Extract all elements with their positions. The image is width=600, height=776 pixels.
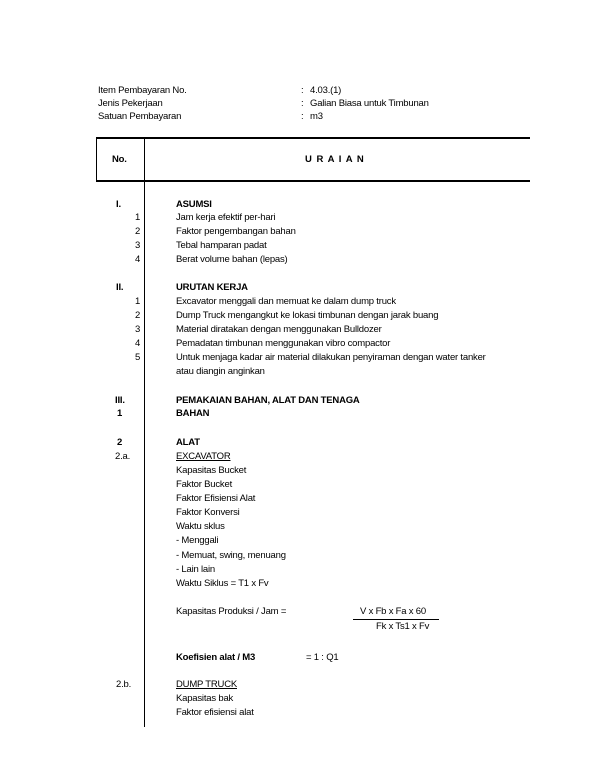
- section-1-title: ASUMSI: [176, 199, 212, 210]
- section-2-title: URUTAN KERJA: [176, 282, 248, 293]
- column-header-no: No.: [112, 154, 127, 165]
- koefisien-label: Koefisien alat / M3: [176, 652, 256, 663]
- excavator-line: Faktor Konversi: [176, 507, 240, 518]
- section-2-number: II.: [116, 282, 124, 293]
- list-item-number: 1: [135, 212, 141, 223]
- excavator-line: Faktor Bucket: [176, 479, 233, 490]
- excavator-line: Faktor Efisiensi Alat: [176, 493, 256, 504]
- list-item-number: 1: [135, 296, 141, 307]
- item-sep: :: [301, 85, 304, 96]
- section-3-number: III.: [115, 395, 125, 406]
- list-item-number: 3: [135, 324, 141, 335]
- formula-denominator: Fk x Ts1 x Fv: [376, 621, 430, 632]
- excavator-number: 2.a.: [115, 451, 131, 462]
- table-left-border: [96, 137, 97, 182]
- excavator-line: - Menggali: [176, 535, 219, 546]
- subsection-1-title: BAHAN: [176, 408, 210, 419]
- excavator-line: - Lain lain: [176, 564, 215, 575]
- table-header-border: [96, 180, 530, 182]
- section-3-title: PEMAKAIAN BAHAN, ALAT DAN TENAGA: [176, 395, 360, 406]
- list-item-number: 5: [135, 352, 141, 363]
- table-column-divider: [144, 137, 145, 727]
- list-item: Jam kerja efektif per-hari: [176, 212, 276, 223]
- list-item-number: 2: [135, 226, 141, 237]
- jenis-value: Galian Biasa untuk Timbunan: [310, 98, 429, 109]
- item-label: Item Pembayaran No.: [98, 85, 187, 96]
- list-item-continuation: atau diangin anginkan: [176, 366, 265, 377]
- dumptruck-line: Kapasitas bak: [176, 693, 234, 704]
- list-item: Berat volume bahan (lepas): [176, 254, 288, 265]
- formula-numerator: V x Fb x Fa x 60: [360, 606, 426, 617]
- list-item: Tebal hamparan padat: [176, 240, 267, 251]
- section-1-number: I.: [116, 199, 121, 210]
- excavator-title: EXCAVATOR: [176, 451, 231, 462]
- excavator-line: Waktu Siklus = T1 x Fv: [176, 578, 269, 589]
- dumptruck-title: DUMP TRUCK: [176, 679, 237, 690]
- list-item: Faktor pengembangan bahan: [176, 226, 296, 237]
- satuan-sep: :: [301, 111, 304, 122]
- list-item: Material diratakan dengan menggunakan Bulldozer: [176, 324, 382, 335]
- dumptruck-number: 2.b.: [116, 679, 132, 690]
- kapasitas-produksi-label: Kapasitas Produksi / Jam =: [176, 606, 287, 617]
- formula-fraction-bar: [353, 619, 439, 620]
- list-item-number: 3: [135, 240, 141, 251]
- table-top-border: [96, 137, 530, 139]
- list-item-number: 4: [135, 338, 141, 349]
- koefisien-value: = 1 : Q1: [306, 652, 339, 663]
- list-item-number: 4: [135, 254, 141, 265]
- excavator-line: Waktu sklus: [176, 521, 225, 532]
- list-item: Pemadatan timbunan menggunakan vibro compactor: [176, 338, 391, 349]
- list-item: Dump Truck mengangkut ke lokasi timbunan dengan jarak buang: [176, 310, 439, 321]
- excavator-line: - Memuat, swing, menuang: [176, 550, 286, 561]
- subsection-2-number: 2: [117, 437, 123, 448]
- satuan-label: Satuan Pembayaran: [98, 111, 182, 122]
- satuan-value: m3: [310, 111, 323, 122]
- subsection-2-title: ALAT: [176, 437, 200, 448]
- list-item-number: 2: [135, 310, 141, 321]
- jenis-label: Jenis Pekerjaan: [98, 98, 163, 109]
- item-value: 4.03.(1): [310, 85, 342, 96]
- jenis-sep: :: [301, 98, 304, 109]
- list-item: Untuk menjaga kadar air material dilakukan penyiraman dengan water tanker: [176, 352, 486, 363]
- dumptruck-line: Faktor efisiensi alat: [176, 707, 254, 718]
- list-item: Excavator menggali dan memuat ke dalam dump truck: [176, 296, 396, 307]
- subsection-1-number: 1: [117, 408, 123, 419]
- column-header-uraian: U R A I A N: [305, 154, 365, 165]
- excavator-line: Kapasitas Bucket: [176, 465, 247, 476]
